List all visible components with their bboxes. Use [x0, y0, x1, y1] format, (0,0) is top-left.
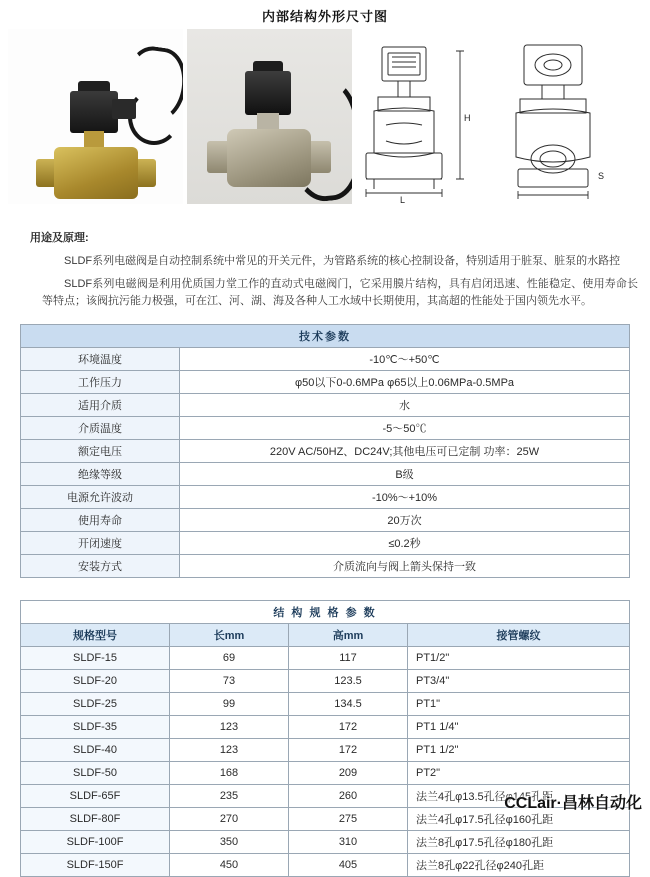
table-row	[21, 509, 630, 532]
spec-value: φ50以下0-0.6MPa φ65以上0.06MPa-0.5MPa	[180, 371, 630, 394]
stainless-valve-photo	[187, 29, 352, 204]
col-header-height: 高mm	[289, 624, 408, 647]
spec-value: 水	[180, 394, 630, 417]
table-title-row	[21, 325, 630, 348]
cell-length: 350	[170, 831, 289, 854]
solenoid-coil	[245, 71, 291, 115]
cell-model: SLDF-35	[21, 716, 170, 739]
spec-label: 电源允许波动	[21, 486, 180, 509]
table-row	[21, 716, 630, 739]
table-title-row	[21, 601, 630, 624]
cell-height: 260	[289, 785, 408, 808]
cell-length: 168	[170, 762, 289, 785]
spec-label: 额定电压	[21, 440, 180, 463]
size-table	[20, 600, 630, 877]
cell-model: SLDF-25	[21, 693, 170, 716]
cell-thread: PT1 1/2"	[408, 739, 630, 762]
image-strip	[0, 25, 650, 205]
cell-thread: 法兰8孔φ22孔径φ240孔距	[408, 854, 630, 877]
stainless-valve-body	[227, 129, 311, 187]
cell-model: SLDF-150F	[21, 854, 170, 877]
cell-length: 123	[170, 739, 289, 762]
spec-table-title: 技术参数	[21, 325, 630, 348]
cell-height: 117	[289, 647, 408, 670]
cell-height: 123.5	[289, 670, 408, 693]
table-row	[21, 647, 630, 670]
spec-label: 安装方式	[21, 555, 180, 578]
table-row	[21, 348, 630, 371]
cell-thread: PT1 1/4"	[408, 716, 630, 739]
outline-drawing	[490, 29, 640, 204]
cell-thread: 法兰8孔φ17.5孔径φ180孔距	[408, 831, 630, 854]
dim-l-label: L	[400, 195, 406, 204]
usage-paragraph-2: SLDF系列电磁阀是利用优质国力堂工作的直动式电磁阀门，它采用膜片结构，具有启闭迅速、性能稳定、使用寿命长等特点；该阀抗污能力极强，可在江、河、湖、海及各种人工水域中长期使用，其高超的性能处于国内领先水平。	[42, 278, 638, 307]
cell-thread: PT1/2"	[408, 647, 630, 670]
cell-length: 73	[170, 670, 289, 693]
cell-length: 450	[170, 854, 289, 877]
cell-length: 270	[170, 808, 289, 831]
spec-value: -10%～+10%	[180, 486, 630, 509]
spec-value: -10℃～+50℃	[180, 348, 630, 371]
spec-label: 使用寿命	[21, 509, 180, 532]
cell-height: 209	[289, 762, 408, 785]
page-title: 内部结构外形尺寸图	[261, 9, 388, 24]
cell-thread: PT2"	[408, 762, 630, 785]
col-header-thread: 接管螺纹	[408, 624, 630, 647]
spec-label: 工作压力	[21, 371, 180, 394]
dim-s-label: S	[598, 171, 605, 181]
cell-length: 69	[170, 647, 289, 670]
col-header-model: 规格型号	[21, 624, 170, 647]
spec-label: 介质温度	[21, 417, 180, 440]
cell-thread: 法兰4孔φ13.5孔径φ145孔距	[408, 785, 630, 808]
table-row	[21, 463, 630, 486]
col-header-length: 长mm	[170, 624, 289, 647]
table-row	[21, 762, 630, 785]
section-drawing	[356, 29, 486, 204]
cell-height: 405	[289, 854, 408, 877]
cell-length: 123	[170, 716, 289, 739]
table-row	[21, 854, 630, 877]
table-row	[21, 739, 630, 762]
cell-length: 235	[170, 785, 289, 808]
cell-height: 275	[289, 808, 408, 831]
spec-label: 环境温度	[21, 348, 180, 371]
spec-value: 20万次	[180, 509, 630, 532]
cell-model: SLDF-100F	[21, 831, 170, 854]
cell-thread: 法兰4孔φ17.5孔径φ160孔距	[408, 808, 630, 831]
watermark: CCLair·昌林自动化	[504, 795, 642, 812]
spec-value: 220V AC/50HZ、DC24V;其他电压可已定制 功率：25W	[180, 440, 630, 463]
cell-model: SLDF-50	[21, 762, 170, 785]
spec-value: B级	[180, 463, 630, 486]
spec-value: ≤0.2秒	[180, 532, 630, 555]
table-row	[21, 532, 630, 555]
solenoid-coil	[70, 91, 118, 133]
size-table-title: 结 构 规 格 参 数	[21, 601, 630, 624]
spec-value: -5～50℃	[180, 417, 630, 440]
spec-label: 适用介质	[21, 394, 180, 417]
cell-model: SLDF-15	[21, 647, 170, 670]
cell-model: SLDF-20	[21, 670, 170, 693]
table-header-row	[21, 624, 630, 647]
table-row	[21, 440, 630, 463]
table-row	[21, 371, 630, 394]
table-row	[21, 831, 630, 854]
cell-model: SLDF-65F	[21, 785, 170, 808]
cell-thread: PT1"	[408, 693, 630, 716]
brass-valve-body	[54, 147, 138, 199]
table-row	[21, 394, 630, 417]
connector-block	[112, 99, 136, 119]
cell-height: 310	[289, 831, 408, 854]
spec-label: 开闭速度	[21, 532, 180, 555]
cell-height: 172	[289, 716, 408, 739]
cell-model: SLDF-40	[21, 739, 170, 762]
usage-paragraph-1: SLDF系列电磁阀是自动控制系统中常见的开关元件，为管路系统的核心控制设备，特别适用于脏泵、脏泵的水路控	[64, 255, 621, 267]
table-row	[21, 670, 630, 693]
spec-value: 介质流向与阀上箭头保持一致	[180, 555, 630, 578]
usage-heading: 用途及原理:	[30, 232, 89, 244]
spec-table	[20, 324, 630, 578]
dim-h-label: H	[464, 113, 471, 123]
spec-label: 绝缘等级	[21, 463, 180, 486]
table-row	[21, 486, 630, 509]
table-row	[21, 555, 630, 578]
table-row	[21, 693, 630, 716]
cell-height: 172	[289, 739, 408, 762]
cell-length: 99	[170, 693, 289, 716]
cell-model: SLDF-80F	[21, 808, 170, 831]
cell-thread: PT3/4"	[408, 670, 630, 693]
table-row	[21, 417, 630, 440]
cell-height: 134.5	[289, 693, 408, 716]
brass-valve-photo	[8, 29, 183, 204]
